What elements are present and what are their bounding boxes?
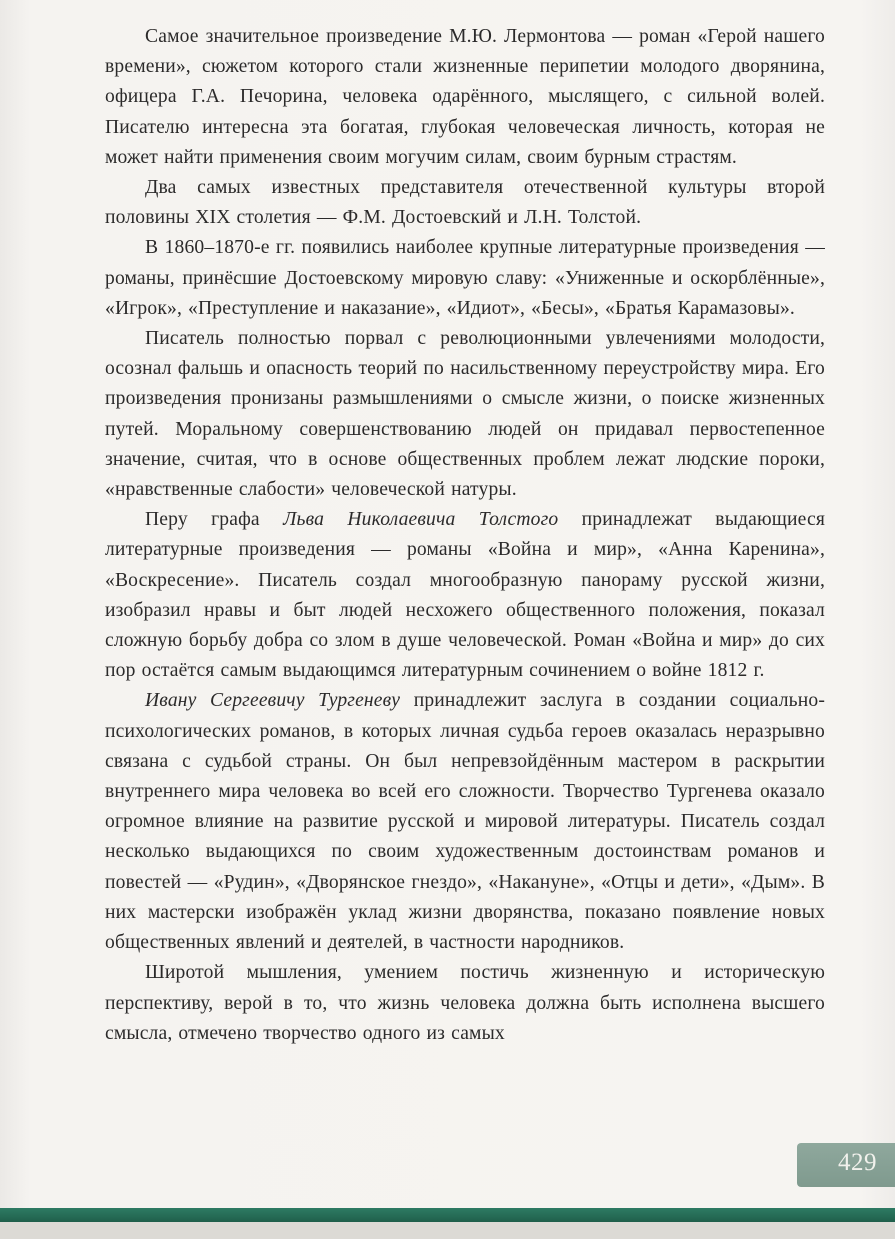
paragraph xyxy=(105,22,825,173)
paragraph xyxy=(105,233,825,324)
paragraph xyxy=(105,173,825,233)
paragraph-text: Перу графа xyxy=(145,509,284,531)
bottom-decorative-band xyxy=(0,1208,895,1222)
paragraph-text: Широтой мышления, умением постичь жизненную и историческую перспективу, верой в то, что жизнь человека должна быть исполнена высшего смысла, отмечено творчество одного из самых xyxy=(105,962,825,1044)
paragraph-text: В 1860–1870-е гг. появились наиболее крупные литературные произведения — романы, принёсшие Достоевскому мировую славу: «Униженные и оскорблённые», «Игрок», «Преступление и наказание», «Идиот», «Бесы», «Братья Карамазовы». xyxy=(105,237,825,319)
page-number: 429 xyxy=(838,1149,877,1176)
page-number-tab xyxy=(797,1143,895,1187)
italic-name: Льва Николаевича Толстого xyxy=(283,509,559,531)
paragraph xyxy=(105,958,825,1049)
paragraph-text: принадлежат выдающиеся литературные произведения — романы «Война и мир», «Анна Каренина», «Воскресение». Писатель создал многообразную панораму русской жизни, изобразил нравы и быт людей несхожего общественного положения, показал сложную борьбу добра со злом в душе человеческой. Роман «Война и мир» до сих пор остаётся самым выдающимся литературным сочинением о войне 1812 г. xyxy=(105,509,825,682)
page-bottom-margin xyxy=(0,1222,895,1239)
body-text xyxy=(105,22,825,1049)
italic-name: Ивану Сергеевичу Тургеневу xyxy=(145,690,401,712)
paragraph xyxy=(105,324,825,505)
paragraph xyxy=(105,686,825,958)
paragraph xyxy=(105,505,825,686)
paragraph-text: принадлежит заслуга в создании социально-психологических романов, в которых личная судьба героев оказалась неразрывно связана с судьбой страны. Он был непревзойдённым мастером в раскрытии внутреннего мира человека во всей его сложности. Творчество Тургенева оказало огромное влияние на развитие русской и мировой литературы. Писатель создал несколько выдающихся по своим художественным достоинствам романов и повестей — «Рудин», «Дворянское гнездо», «Накануне», «Отцы и дети», «Дым». В них мастерски изображён уклад жизни дворянства, показано появление новых общественных явлений и деятелей, в частности народников. xyxy=(105,690,826,954)
paragraph-text: Самое значительное произведение М.Ю. Лермонтова — роман «Герой нашего времени», сюжетом которого стали жизненные перипетии молодого дворянина, офицера Г.А. Печорина, человека одарённого, мыслящего, с сильной волей. Писателю интересна эта богатая, глубокая человеческая личность, которая не может найти применения своим могучим силам, своим бурным страстям. xyxy=(105,26,825,168)
paragraph-text: Два самых известных представителя отечественной культуры второй половины XIX столетия — Ф.М. Достоевский и Л.Н. Толстой. xyxy=(105,177,825,229)
paragraph-text: Писатель полностью порвал с революционными увлечениями молодости, осознал фальшь и опасность теорий по насильственному переустройству мира. Его произведения пронизаны размышлениями о смысле жизни, о поиске жизненных путей. Моральному совершенствованию людей он придавал первостепенное значение, считая, что в основе общественных проблем лежат людские пороки, «нравственные слабости» человеческой натуры. xyxy=(105,328,825,501)
